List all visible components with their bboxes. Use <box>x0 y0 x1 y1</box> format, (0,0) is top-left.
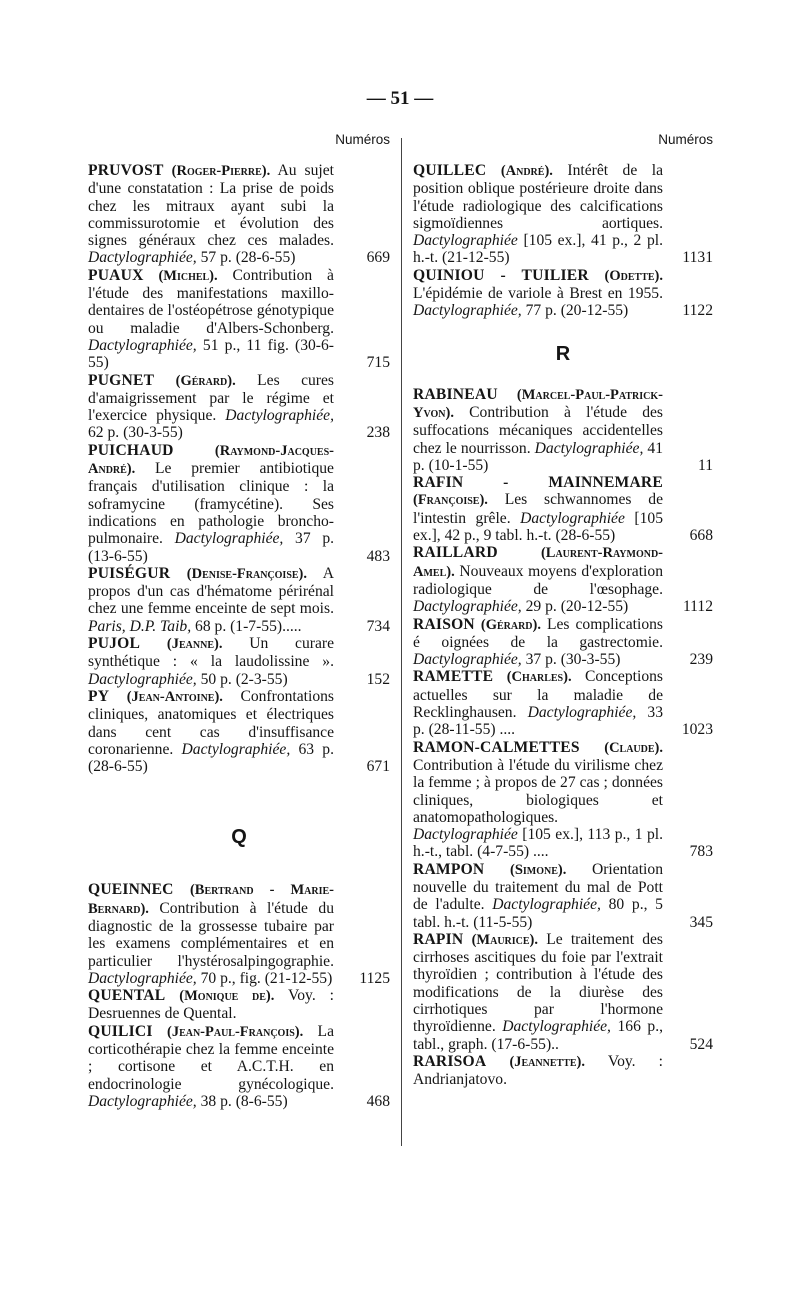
entry-number: 1125 <box>359 969 390 987</box>
entry-author: QUEINNEC <box>88 881 174 899</box>
entry-given-names: (Jean-Antoine). <box>126 688 223 705</box>
entry-given-names: (Bertrand - Marie-Bernard). <box>88 882 334 917</box>
entry-title: Nouveaux moyens d'exploration radiologique de l'œsophage. <box>413 562 663 598</box>
entry-publication-type: Dactylographiée, <box>413 302 522 320</box>
right-column <box>413 128 713 1089</box>
bibliography-entry <box>88 688 390 775</box>
entry-publication-type: Dactylographiée <box>413 232 518 250</box>
entry-publication-type: Dactylographiée, <box>88 969 197 987</box>
bibliography-entry <box>413 474 713 544</box>
entry-title: Intérêt de la position oblique postérieure droite dans l'étude radiologique des calcifications sigmoïdiennes aortiques. <box>413 162 663 232</box>
bibliography-entry <box>413 544 713 615</box>
entry-author: PUJOL <box>88 635 141 653</box>
entry-author: QUENTAL <box>88 987 166 1005</box>
bibliography-entry <box>88 881 390 987</box>
entry-author: PUISÉGUR <box>88 564 171 582</box>
entry-author: QUINIOU - TUILIER <box>413 266 589 284</box>
bibliography-entry <box>413 931 713 1053</box>
bibliography-entry <box>88 162 390 267</box>
entry-author: RAMETTE <box>413 668 494 686</box>
section-letter: R <box>555 342 571 365</box>
entry-author: PUAUX <box>88 266 144 284</box>
entry-details: 29 p. (20-12-55) <box>525 598 629 616</box>
entry-given-names: (Michel). <box>158 267 218 284</box>
entry-details: 80 p., 5 tabl. h.-t. (11-5-55) <box>413 896 663 931</box>
entry-title: Le traitement des cirrhoses ascitiques du foie par l'extrait thyroïdien ; contribution à l'étude des modifications de la diurèse des cirrhotiques par l'hormone thyroïdienne. <box>413 930 663 1036</box>
column-header: Numéros <box>658 132 713 147</box>
entry-title: A propos d'un cas d'hématome périrénal chez une femme enceinte de sept mois. <box>88 564 334 618</box>
bibliography-entry <box>413 616 713 669</box>
entry-publication-type: Dactylographiée, <box>88 1092 197 1110</box>
bibliography-entry <box>88 565 390 635</box>
entry-author: PUGNET <box>88 371 155 389</box>
entry-number: 524 <box>689 1035 713 1053</box>
entry-details: 77 p. (20-12-55) <box>525 302 629 320</box>
left-column <box>88 128 390 1110</box>
bibliography-entry <box>88 635 390 688</box>
entry-publication-type: Dactylographiée, <box>527 704 637 722</box>
entry-given-names: (Claude). <box>604 739 663 756</box>
entry-given-names: (Françoise). <box>413 492 488 509</box>
entry-given-names: (Jean-Paul-François). <box>166 1023 304 1040</box>
entry-title: Les schwannomes de l'intestin grêle. <box>413 491 663 527</box>
entry-details: 37 p. (30-3-55) <box>525 651 621 669</box>
entry-publication-type: Dactylographiée, <box>181 740 291 758</box>
bibliography-entry <box>88 442 390 565</box>
entry-author: QUILICI <box>88 1022 153 1040</box>
entry-publication-type: Dactylographiée, <box>174 530 284 548</box>
entry-title: Contribution à l'étude du virilisme chez la femme ; à propos de 27 cas ; données cliniques, biologiques et anatomopathologiques. <box>413 756 663 826</box>
entry-author: RAMON-CALMETTES <box>413 738 580 756</box>
bibliography-entry <box>88 1023 390 1110</box>
entry-given-names: (Monique de). <box>179 988 275 1005</box>
entry-title: L'épidémie de variole à Brest en 1955. <box>413 285 663 303</box>
entry-number: 1112 <box>682 598 713 616</box>
entry-given-names: (Raymond-Jacques-André). <box>88 442 334 478</box>
entry-number: 468 <box>366 1092 390 1110</box>
entry-title: Voy. : Andrianjatovo. <box>413 1052 663 1089</box>
entry-details: [105 ex.], 113 p., 1 pl. h.-t., tabl. (4-7-55) .... <box>413 826 663 861</box>
entry-author: RAISON <box>413 615 475 633</box>
column-header: Numéros <box>335 132 390 147</box>
entry-number: 734 <box>366 617 390 635</box>
entry-details: 33 p. (28-11-55) .... <box>413 704 663 739</box>
left-column-entries <box>88 162 390 1110</box>
entry-title: Orientation nouvelle du traitement du mal de Pott de l'adulte. <box>413 860 663 914</box>
entry-number: 669 <box>366 249 390 267</box>
entry-title: Confrontations cliniques, anatomiques et électriques dans cent cas d'insuffisance coronarienne. <box>88 687 334 758</box>
entry-title: Voy. : Desruennes de Quental. <box>88 987 334 1023</box>
entry-title: Les cures d'amaigrissement par le régime et l'exercice physique. <box>88 371 334 425</box>
bibliography-entry <box>413 668 713 738</box>
entry-title: Le premier antibiotique français d'utilisation clinique : la soframycine (framycétine). Ses indications en pathologie broncho-pulmonaire. <box>88 460 334 548</box>
bibliography-entry <box>413 162 713 267</box>
entry-given-names: (Denise-Françoise). <box>186 565 308 582</box>
entry-number: 238 <box>366 424 390 442</box>
entry-title: Un curare synthétique : « la laudolissine ». <box>88 635 335 671</box>
right-column-entries <box>413 162 713 1089</box>
entry-title: Au sujet d'une constatation : La prise de poids chez les mitraux ayant subi la commissurotomie et évolution des signes généraux chez ces malades. <box>88 162 334 250</box>
entry-details: 51 p., 11 fig. (30-6-55) <box>88 336 334 372</box>
entry-publication-type: Dactylographiée, <box>88 336 197 354</box>
bibliography-entry <box>413 1053 713 1089</box>
entry-title: Contribution à l'étude du diagnostic de la grossesse tubaire par les examens complémentaires et en particulier l'hystérosalpingographie. <box>88 899 335 970</box>
entry-number: 1131 <box>682 249 713 267</box>
entry-title: Conceptions actuelles sur la maladie de Recklinghausen. <box>413 668 663 722</box>
entry-number: 152 <box>366 670 390 688</box>
entry-given-names: (Roger-Pierre). <box>171 163 271 179</box>
entry-publication-type: Dactylographiée, <box>88 670 197 688</box>
entry-details: 62 p. (30-3-55) <box>88 424 183 442</box>
entry-details: 166 p., tabl., graph. (17-6-55).. <box>413 1018 663 1053</box>
bibliography-entry <box>88 372 390 442</box>
entry-number: 715 <box>366 354 390 372</box>
entry-given-names: (Jeannette). <box>509 1053 585 1070</box>
entry-publication-type: Dactylographiée <box>413 826 518 844</box>
entry-author: RARISOA <box>413 1052 487 1070</box>
entry-given-names: (Odette). <box>604 267 663 284</box>
entry-number: 345 <box>689 913 713 931</box>
entry-author: RAPIN <box>413 930 464 948</box>
entry-details: 38 p. (8-6-55) <box>200 1092 288 1110</box>
entry-details: 68 p. (1-7-55)..... <box>195 617 302 635</box>
entry-given-names: (Gérard). <box>175 372 236 389</box>
entry-number: 483 <box>366 547 390 565</box>
bibliography-entry <box>88 987 390 1023</box>
entry-given-names: (Simone). <box>509 861 567 878</box>
entry-given-names: (Charles). <box>506 669 572 686</box>
bibliography-entry <box>88 267 390 372</box>
entry-author: RAMPON <box>413 860 485 878</box>
entry-publication-type: Dactylographiée, <box>502 1018 611 1036</box>
entry-details: 63 p. (28-6-55) <box>88 740 334 776</box>
entry-number: 668 <box>689 527 713 545</box>
bibliography-entry <box>413 386 713 474</box>
entry-author: RAILLARD <box>413 544 498 562</box>
entry-publication-type: Dactylographiée, <box>88 249 197 267</box>
entry-details: 57 p. (28-6-55) <box>200 249 296 267</box>
entry-author: PRUVOST <box>88 162 164 179</box>
entry-details: 50 p. (2-3-55) <box>200 670 288 688</box>
entry-author: RAFIN - MAINNEMARE <box>413 474 663 492</box>
entry-author: PY <box>88 687 110 705</box>
entry-given-names: (Laurent-Raymond-Amel). <box>413 545 663 580</box>
entry-author: RABINEAU <box>413 385 498 403</box>
entry-publication-type: Dactylographiée <box>520 509 625 527</box>
entry-number: 11 <box>697 456 713 474</box>
entry-title: La corticothérapie chez la femme enceinte ; cortisone et A.C.T.H. en endocrinologie gynécologique. <box>88 1022 334 1093</box>
entry-given-names: (Marcel-Paul-Patrick-Yvon). <box>413 386 663 421</box>
column-divider <box>401 138 402 1146</box>
entry-given-names: (Jeanne). <box>166 636 223 653</box>
entry-number: 783 <box>689 843 713 861</box>
entry-title: Contribution à l'étude des suffocations mécaniques accidentelles chez le nourrisson. <box>413 403 663 457</box>
entry-details: 37 p. (13-6-55) <box>88 530 335 565</box>
entry-publication-type: Dactylographiée, <box>413 598 522 616</box>
bibliography-entry <box>413 267 713 320</box>
entry-details: [105 ex.], 41 p., 2 pl. h.-t. (21-12-55) <box>413 232 663 267</box>
entry-number: 1122 <box>682 302 713 320</box>
bibliography-entry <box>413 739 713 861</box>
bibliography-entry <box>413 861 713 931</box>
entry-given-names: (Gérard). <box>480 616 541 633</box>
entry-title: Contribution à l'étude des manifestations maxillo-dentaires de l'ostéopétrose génotypique ou maladie d'Albers-Schonberg. <box>88 266 334 337</box>
entry-details: 70 p., fig. (21-12-55) <box>200 969 333 987</box>
entry-author: PUICHAUD <box>88 441 174 459</box>
entry-author: QUILLEC <box>413 162 487 179</box>
entry-details: [105 ex.], 42 p., 9 tabl. h.-t. (28-6-55) <box>413 509 663 545</box>
entry-number: 1023 <box>681 721 713 739</box>
section-letter: Q <box>231 826 247 849</box>
entry-number: 671 <box>366 758 390 776</box>
entry-publication-type: Dactylographiée, <box>492 896 601 914</box>
entry-details: 41 p. (10-1-55) <box>413 439 663 474</box>
entry-title: Les complications é oignées de la gastrectomie. <box>413 615 663 651</box>
entry-number: 239 <box>689 651 713 669</box>
entry-publication-type: Dactylographiée, <box>534 439 644 457</box>
entry-publication-type: Dactylographiée, <box>413 651 522 669</box>
entry-given-names: (Maurice). <box>471 931 538 948</box>
entry-given-names: (André). <box>500 163 553 179</box>
page-number: — 51 — <box>366 88 434 109</box>
entry-publication-type: Paris, D.P. Taib, <box>88 617 192 635</box>
entry-publication-type: Dactylographiée, <box>225 407 334 425</box>
